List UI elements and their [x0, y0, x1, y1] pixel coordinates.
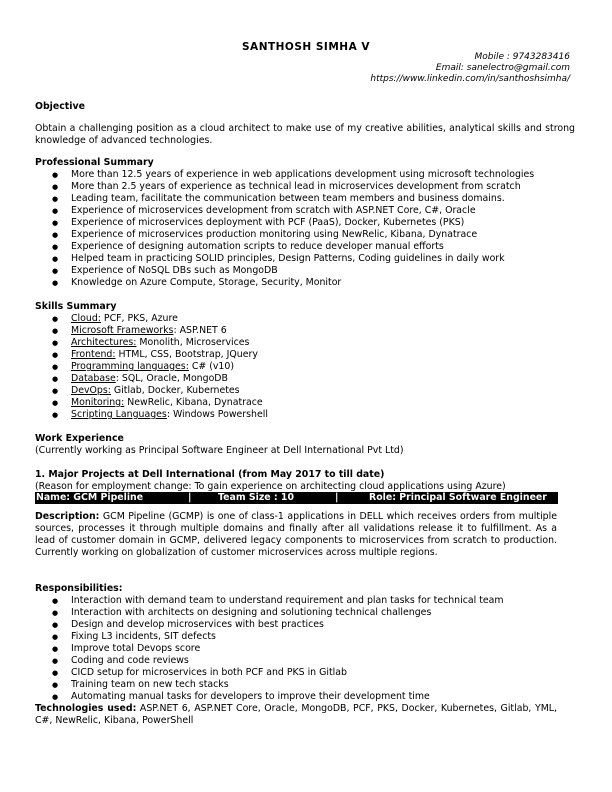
- description-label: Description:: [35, 511, 100, 522]
- project-role: Role: Principal Software Engineer: [369, 492, 547, 503]
- skills-summary-section: [35, 301, 575, 421]
- skill-label: Frontend:: [71, 349, 116, 360]
- skill-value: NewRelic, Kibana, Dynatrace: [124, 397, 263, 408]
- skill-label: Database: [71, 373, 116, 384]
- skill-value: : Windows Powershell: [166, 409, 268, 420]
- contact-block: [370, 52, 570, 85]
- project-reason: (Reason for employment change: To gain experience on architecting cloud applications using Azure): [35, 481, 506, 492]
- list-item: ● Experience of microservices development from scratch with ASP.NET Core, C#, Oracle: [35, 205, 575, 217]
- skill-item: [35, 397, 575, 409]
- skill-item: [35, 325, 575, 337]
- current-position: (Currently working as Principal Software Engineer at Dell International Pvt Ltd): [35, 445, 404, 456]
- skill-label: Microsoft Frameworks: [71, 325, 174, 336]
- skill-label: Monitoring:: [71, 397, 125, 408]
- work-heading: Work Experience: [35, 433, 124, 444]
- skill-value: : ASP.NET 6: [173, 325, 227, 336]
- list-item: ● Experience of microservices deployment with PCF (PaaS), Docker, Kubernetes (PKS): [35, 217, 575, 229]
- project-info-bar: [35, 492, 558, 504]
- skill-value: Gitlab, Docker, Kubernetes: [110, 385, 240, 396]
- list-item: ● More than 2.5 years of experience as technical lead in microservices development from scratch: [35, 181, 575, 193]
- skills-list: [35, 313, 575, 421]
- bar-separator: |: [335, 492, 339, 503]
- responsibilities-list: [35, 595, 575, 703]
- linkedin-link[interactable]: https://www.linkedin.com/in/santhoshsimha/: [370, 74, 570, 84]
- project-name: Name: GCM Pipeline: [36, 492, 144, 503]
- responsibilities-heading: Responsibilities:: [35, 583, 123, 594]
- objective-heading: Objective: [35, 101, 85, 112]
- list-item: ● Experience of NoSQL DBs such as MongoDB: [35, 265, 575, 277]
- list-item: ● Interaction with demand team to understand requirement and plan tasks for technical team: [35, 595, 575, 607]
- list-item: ● Automating manual tasks for developers to improve their development time: [35, 691, 575, 703]
- skill-item: [35, 361, 575, 373]
- skill-label: Programming languages:: [71, 361, 189, 372]
- skill-item: [35, 373, 575, 385]
- list-item: ● Helped team in practicing SOLID principles, Design Patterns, Coding guidelines in daily work: [35, 253, 575, 265]
- list-item: ● Fixing L3 incidents, SIT defects: [35, 631, 575, 643]
- list-item: ● Leading team, facilitate the communication between team members and business domains.: [35, 193, 575, 205]
- skill-item: [35, 337, 575, 349]
- summary-heading: Professional Summary: [35, 157, 154, 168]
- skill-label: Scripting Languages: [71, 409, 167, 420]
- skill-item: [35, 313, 575, 325]
- skill-value: Monolith, Microservices: [136, 337, 250, 348]
- objective-text: Obtain a challenging position as a cloud architect to make use of my creative abilities, analytical skills and strong knowledge of advanced technologies.: [35, 123, 575, 146]
- technologies-text: ASP.NET 6, ASP.NET Core, Oracle, MongoDB, PCF, PKS, Docker, Kubernetes, Gitlab, YML, C#, NewRelic, Kibana, PowerShell: [35, 703, 557, 726]
- candidate-name: SANTHOSH SIMHA V: [242, 41, 370, 53]
- mobile-number: Mobile : 9743283416: [474, 52, 570, 62]
- objective-section: [35, 101, 575, 147]
- list-item: ● More than 12.5 years of experience in web applications development using microsoft technologies: [35, 169, 575, 181]
- skill-value: C# (v10): [188, 361, 235, 372]
- skill-value: PCF, PKS, Azure: [100, 313, 178, 324]
- project-description: [35, 511, 557, 559]
- skill-value: HTML, CSS, Bootstrap, JQuery: [115, 349, 258, 360]
- list-item: ● Experience of microservices production monitoring using NewRelic, Kibana, Dynatrace: [35, 229, 575, 241]
- technologies-label: Technologies used:: [35, 703, 137, 714]
- list-item: ● CICD setup for microservices in both PCF and PKS in Gitlab: [35, 667, 575, 679]
- skills-heading: Skills Summary: [35, 301, 117, 312]
- skill-item: [35, 409, 575, 421]
- responsibilities-section: [35, 583, 575, 703]
- list-item: ● Design and develop microservices with best practices: [35, 619, 575, 631]
- list-item: ● Training team on new tech stacks: [35, 679, 575, 691]
- professional-summary-section: [35, 157, 575, 289]
- project-header: [35, 469, 575, 493]
- list-item: ● Knowledge on Azure Compute, Storage, Security, Monitor: [35, 277, 575, 289]
- skill-label: Architectures:: [71, 337, 137, 348]
- list-item: ● Improve total Devops score: [35, 643, 575, 655]
- email-address: Email: sanelectro@gmail.com: [435, 63, 570, 73]
- skill-label: Cloud:: [71, 313, 101, 324]
- work-experience-section: [35, 433, 575, 457]
- team-size: Team Size : 10: [218, 492, 294, 503]
- skill-item: [35, 385, 575, 397]
- list-item: ● Interaction with architects on designing and solutioning technical challenges: [35, 607, 575, 619]
- technologies-used: [35, 703, 557, 727]
- project-title: 1. Major Projects at Dell International (from May 2017 to till date): [35, 469, 385, 480]
- description-text: GCM Pipeline (GCMP) is one of class-1 applications in DELL which receives orders from multiple sources, processes it through multiple domains and finally after all validations release it to fulfillment. As a lead of customer domain in GCMP, delivered legacy components to microservices from scratch to production. Currently working on globalization of customer microservices across multiple regions.: [35, 511, 557, 558]
- skill-label: DevOps:: [71, 385, 111, 396]
- summary-list: [35, 169, 575, 289]
- list-item: ● Coding and code reviews: [35, 655, 575, 667]
- list-item: ● Experience of designing automation scripts to reduce developer manual efforts: [35, 241, 575, 253]
- skill-item: [35, 349, 575, 361]
- bar-separator: |: [188, 492, 192, 503]
- skill-value: : SQL, Oracle, MongoDB: [115, 373, 228, 384]
